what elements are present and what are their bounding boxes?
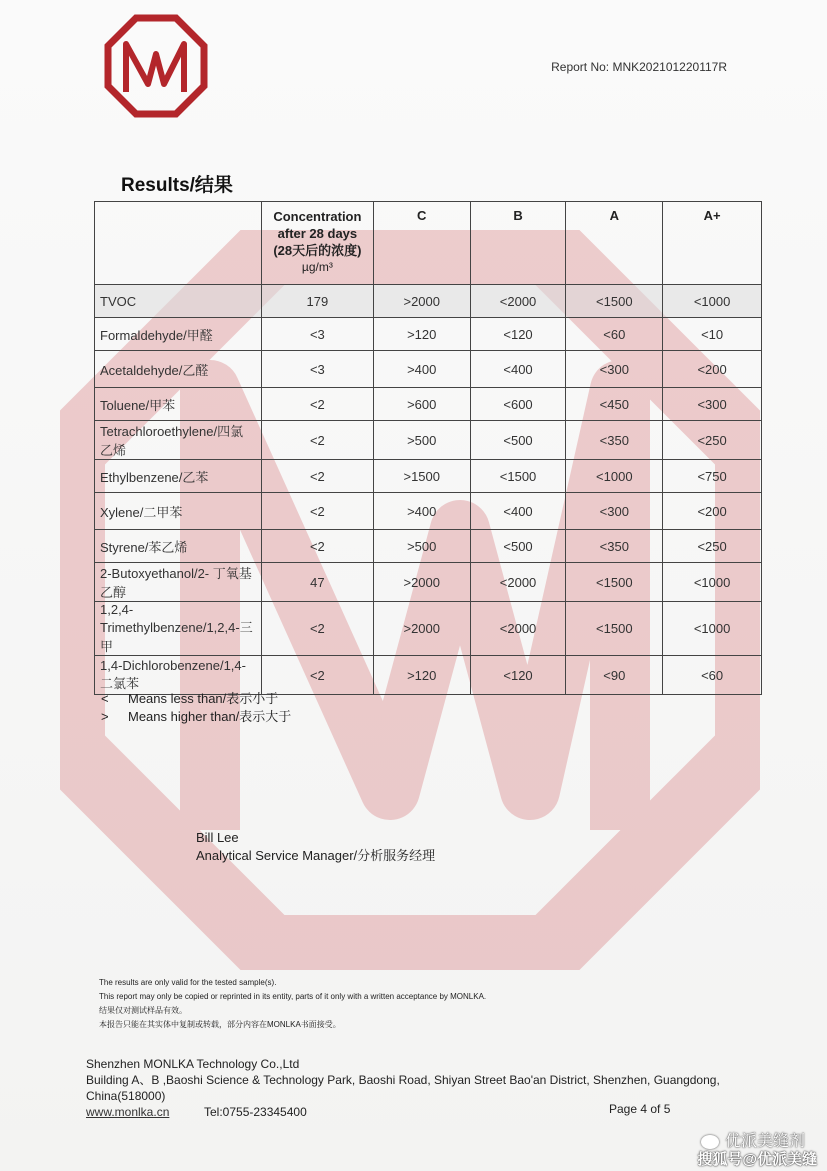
concentration-value: <2 [261, 493, 373, 530]
table-row [95, 563, 762, 602]
limit-b: <1500 [470, 460, 566, 493]
limit-a: <350 [566, 421, 663, 460]
limit-a-plus: <1000 [663, 285, 762, 318]
limit-a: <60 [566, 318, 663, 351]
disclaimer [99, 976, 486, 1032]
disclaimer-line: 结果仅对测试样品有效。 [99, 1006, 187, 1015]
limit-a: <450 [566, 388, 663, 421]
table-row [95, 388, 762, 421]
concentration-value: <3 [261, 318, 373, 351]
report-number: Report No: MNK202101220117R [551, 60, 727, 74]
limit-c: >120 [373, 656, 470, 695]
chat-bubble-icon [701, 1135, 719, 1149]
page-number: Page 4 of 5 [609, 1102, 671, 1116]
disclaimer-line: This report may only be copied or reprinted in its entity, parts of it only with a written acceptance by MONLKA. [99, 992, 487, 1001]
results-title: Results/结果 [121, 175, 233, 196]
concentration-value: <2 [261, 602, 373, 656]
header-a-plus: A+ [663, 202, 762, 285]
sohu-account-watermark: 搜狐号@优派美缝 [697, 1151, 817, 1168]
table-row [95, 285, 762, 318]
monlka-logo [104, 14, 208, 118]
limit-c: >600 [373, 388, 470, 421]
address-line: China(518000) [86, 1089, 166, 1103]
website-link[interactable]: www.monlka.cn [86, 1105, 170, 1119]
limit-a-plus: <200 [663, 351, 762, 388]
limit-a-plus: <200 [663, 493, 762, 530]
sohu-watermark: 优派美缝剂 [701, 1128, 805, 1151]
compound-name: Ethylbenzene/乙苯 [95, 460, 262, 493]
concentration-value: 47 [261, 563, 373, 602]
limit-c: >500 [373, 421, 470, 460]
limit-b: <120 [470, 318, 566, 351]
concentration-value: <2 [261, 421, 373, 460]
table-row [95, 351, 762, 388]
limit-c: >2000 [373, 285, 470, 318]
limit-a: <300 [566, 351, 663, 388]
limit-c: >400 [373, 351, 470, 388]
limit-a: <1500 [566, 563, 663, 602]
header-blank [95, 202, 262, 285]
table-row [95, 493, 762, 530]
compound-name: TVOC [95, 285, 262, 318]
table-header-row [95, 202, 762, 285]
limit-a: <90 [566, 656, 663, 695]
compound-name: 2-Butoxyethanol/2- 丁氧基乙醇 [95, 563, 262, 602]
compound-name: Formaldehyde/甲醛 [95, 318, 262, 351]
limit-b: <2000 [470, 563, 566, 602]
signatory-title: Analytical Service Manager/分析服务经理 [196, 848, 436, 863]
limit-a-plus: <1000 [663, 602, 762, 656]
limit-a: <1500 [566, 602, 663, 656]
limit-c: >120 [373, 318, 470, 351]
concentration-value: <2 [261, 530, 373, 563]
limit-a: <350 [566, 530, 663, 563]
company-name: Shenzhen MONLKA Technology Co.,Ltd [86, 1057, 300, 1071]
limit-c: >2000 [373, 563, 470, 602]
table-row [95, 318, 762, 351]
results-table [94, 201, 762, 695]
legend-item: < Means less than/表示小于 [101, 691, 279, 706]
compound-name: Tetrachloroethylene/四氯乙烯 [95, 421, 262, 460]
limit-a: <300 [566, 493, 663, 530]
limit-a-plus: <10 [663, 318, 762, 351]
limit-c: >500 [373, 530, 470, 563]
table-row [95, 530, 762, 563]
limit-b: <400 [470, 351, 566, 388]
limit-b: <2000 [470, 602, 566, 656]
compound-name: Toluene/甲苯 [95, 388, 262, 421]
compound-name: 1,2,4-Trimethylbenzene/1,2,4-三甲 [95, 602, 262, 656]
limit-b: <500 [470, 421, 566, 460]
header-b: B [470, 202, 566, 285]
header-c: C [373, 202, 470, 285]
compound-name: 1,4-Dichlorobenzene/1,4-二氯苯 [95, 656, 262, 695]
concentration-value: <2 [261, 656, 373, 695]
limit-b: <120 [470, 656, 566, 695]
limit-b: <400 [470, 493, 566, 530]
limit-b: <2000 [470, 285, 566, 318]
legend-item: > Means higher than/表示大于 [101, 709, 292, 724]
limit-a-plus: <60 [663, 656, 762, 695]
limit-a: <1000 [566, 460, 663, 493]
table-row [95, 656, 762, 695]
concentration-value: <2 [261, 460, 373, 493]
limit-b: <500 [470, 530, 566, 563]
concentration-value: <2 [261, 388, 373, 421]
table-row [95, 602, 762, 656]
limit-b: <600 [470, 388, 566, 421]
legend [101, 690, 291, 726]
table-row [95, 421, 762, 460]
limit-a-plus: <750 [663, 460, 762, 493]
compound-name: Xylene/二甲苯 [95, 493, 262, 530]
compound-name: Styrene/苯乙烯 [95, 530, 262, 563]
limit-a: <1500 [566, 285, 663, 318]
compound-name: Acetaldehyde/乙醛 [95, 351, 262, 388]
disclaimer-line: 本报告只能在其实体中复制或转载，部分内容在MONLKA书面接受。 [99, 1020, 341, 1029]
signature-block [196, 829, 435, 865]
address-line: Building A、B ,Baoshi Science & Technology Park, Baoshi Road, Shiyan Street Bao'an District, Shenzhen, Guangdong, [86, 1073, 720, 1087]
concentration-value: 179 [261, 285, 373, 318]
limit-c: >400 [373, 493, 470, 530]
limit-a-plus: <250 [663, 421, 762, 460]
limit-a-plus: <250 [663, 530, 762, 563]
limit-c: >2000 [373, 602, 470, 656]
disclaimer-line: The results are only valid for the tested sample(s). [99, 978, 277, 987]
table-row [95, 460, 762, 493]
concentration-value: <3 [261, 351, 373, 388]
signatory-name: Bill Lee [196, 830, 239, 845]
limit-a-plus: <300 [663, 388, 762, 421]
header-concentration: Concentration after 28 days (28天后的浓度) µg/m³ [261, 202, 373, 285]
limit-a-plus: <1000 [663, 563, 762, 602]
header-a: A [566, 202, 663, 285]
telephone: Tel:0755-23345400 [204, 1105, 307, 1119]
limit-c: >1500 [373, 460, 470, 493]
